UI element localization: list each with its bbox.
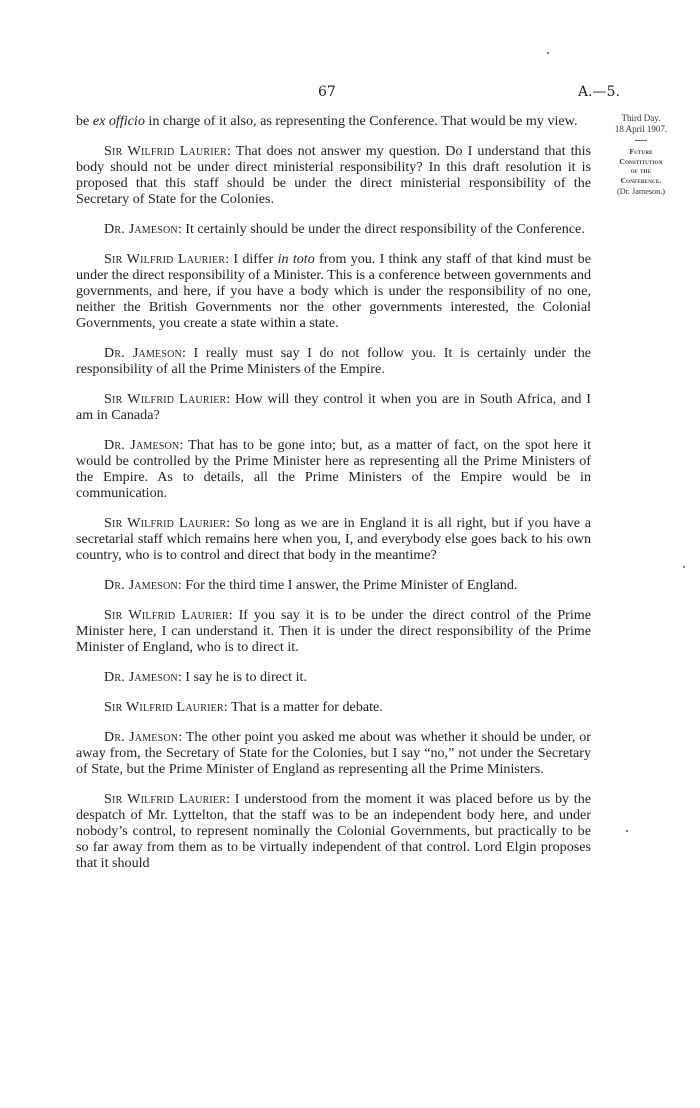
scan-speck <box>626 830 628 832</box>
transcript-paragraph <box>76 251 591 331</box>
transcript-paragraph <box>76 577 591 593</box>
scan-speck <box>683 566 685 568</box>
speaker-name: Sir Wilfrid Laurier <box>104 607 229 623</box>
paragraph-text: from you. I think any staff of that kind must be under the direct responsibility of a Minister. This is a conference between governments and governments, and here, if you have a body which is under the responsibility of no one, neither the British Governments nor the other governments interested, the Colonial Governments, you create a state within a state. <box>76 251 591 331</box>
speaker-name: Dr. Jameson <box>104 221 178 237</box>
sidenote-heading-line: Future <box>629 147 653 156</box>
paragraph-text: be <box>76 113 93 129</box>
speaker-name: Sir Wilfrid Laurier <box>104 143 227 159</box>
paragraph-emphasis: in toto <box>277 251 315 267</box>
transcript-paragraph <box>76 669 591 685</box>
transcript-paragraph <box>76 113 591 129</box>
paragraph-text: : I understood from the moment it was placed before us by the despatch of Mr. Lyttelton, that the staff was to be an independent body here, and under nobody’s control, to represent nominally the Colonial Governments, but practically to be so far away from them as to be virtually independent of that control. Lord Elgin proposes that it should <box>76 791 591 871</box>
sidenote-speaker: (Dr. Jameson.) <box>617 187 665 196</box>
paragraph-text: : How will they control it when you are in South Africa, and I am in Canada? <box>76 391 591 423</box>
paragraph-text: : So long as we are in England it is all right, but if you have a secretarial staff which remains here when you, I, and everybody else goes back to his own country, who is to control and direct that body in the meantime? <box>76 515 591 563</box>
speaker-name: Sir Wilfrid Laurier <box>104 515 227 531</box>
margin-note <box>602 113 680 197</box>
paragraph-emphasis: ex officio <box>92 113 145 129</box>
sidenote-heading <box>602 147 680 185</box>
sidenote-heading-line: of the <box>630 166 652 175</box>
transcript-paragraph <box>76 143 591 207</box>
transcript-paragraph <box>76 607 591 655</box>
page-header <box>0 84 700 104</box>
paragraph-text: : For the third time I answer, the Prime Minister of England. <box>177 577 518 593</box>
page-number: 67 <box>318 84 336 100</box>
paragraph-text: : That has to be gone into; but, as a matter of fact, on the spot here it would be controlled by the Prime Minister here as representing all the Prime Ministers of the Empire. As to details, all the Prime Ministers of the Empire would be in communication. <box>76 437 591 501</box>
speaker-name: Dr. Jameson <box>104 729 179 745</box>
speaker-name: Dr. Jameson <box>104 577 178 593</box>
transcript-paragraph <box>76 391 591 423</box>
transcript-paragraph <box>76 729 591 777</box>
speaker-name: Dr. Jameson <box>104 437 180 453</box>
transcript-paragraph <box>76 515 591 563</box>
paragraph-text: : It certainly should be under the direct responsibility of the Conference. <box>177 221 585 237</box>
sidenote-day: Third Day. <box>621 113 661 123</box>
transcript-paragraph <box>76 437 591 501</box>
sidenote-divider <box>635 140 647 141</box>
transcript-paragraph <box>76 345 591 377</box>
speaker-name: Dr. Jameson <box>104 669 178 685</box>
transcript-body <box>76 113 591 885</box>
sidenote-date: 18 April 1907. <box>614 124 668 134</box>
paragraph-text: : If you say it is to be under the direct control of the Prime Minister here, I can understand it. Then it is under the direct responsibility of the Prime Minister of England, who is to direct it. <box>76 607 591 655</box>
transcript-paragraph <box>76 221 591 237</box>
sidenote-heading-line: Conference. <box>620 175 662 185</box>
paragraph-text: in charge of it also, as representing the Conference. That would be my view. <box>144 113 578 129</box>
speaker-name: Sir Wilfrid Laurier <box>104 699 224 715</box>
paragraph-text: : That does not answer my question. Do I understand that this body should not be under direct ministerial responsibility? In this draft resolution it is proposed that this staff should be under the direct ministerial responsibility of the Secretary of State for the Colonies. <box>76 143 591 207</box>
scan-speck <box>547 52 549 54</box>
paragraph-text: : The other point you asked me about was whether it should be under, or away from, the Secretary of State for the Colonies, but I say “no,” not under the Secretary of State, but the Prime Minister of England as representing all the Prime Ministers. <box>76 729 591 777</box>
document-reference: A.—5. <box>578 84 620 100</box>
paragraph-text: : That is a matter for debate. <box>223 699 383 715</box>
speaker-name: Sir Wilfrid Laurier <box>104 791 227 807</box>
paragraph-text: : I really must say I do not follow you. It is certainly under the responsibility of all the Prime Ministers of the Empire. <box>76 345 591 377</box>
transcript-paragraph <box>76 699 591 715</box>
transcript-paragraph <box>76 791 591 871</box>
speaker-name: Sir Wilfrid Laurier <box>104 251 226 267</box>
speaker-name: Sir Wilfrid Laurier <box>104 391 227 407</box>
speaker-name: Dr. Jameson <box>104 345 182 361</box>
paragraph-text: : I differ <box>225 251 278 267</box>
paragraph-text: : I say he is to direct it. <box>177 669 307 685</box>
sidenote-heading-line: Constitution <box>619 156 663 166</box>
